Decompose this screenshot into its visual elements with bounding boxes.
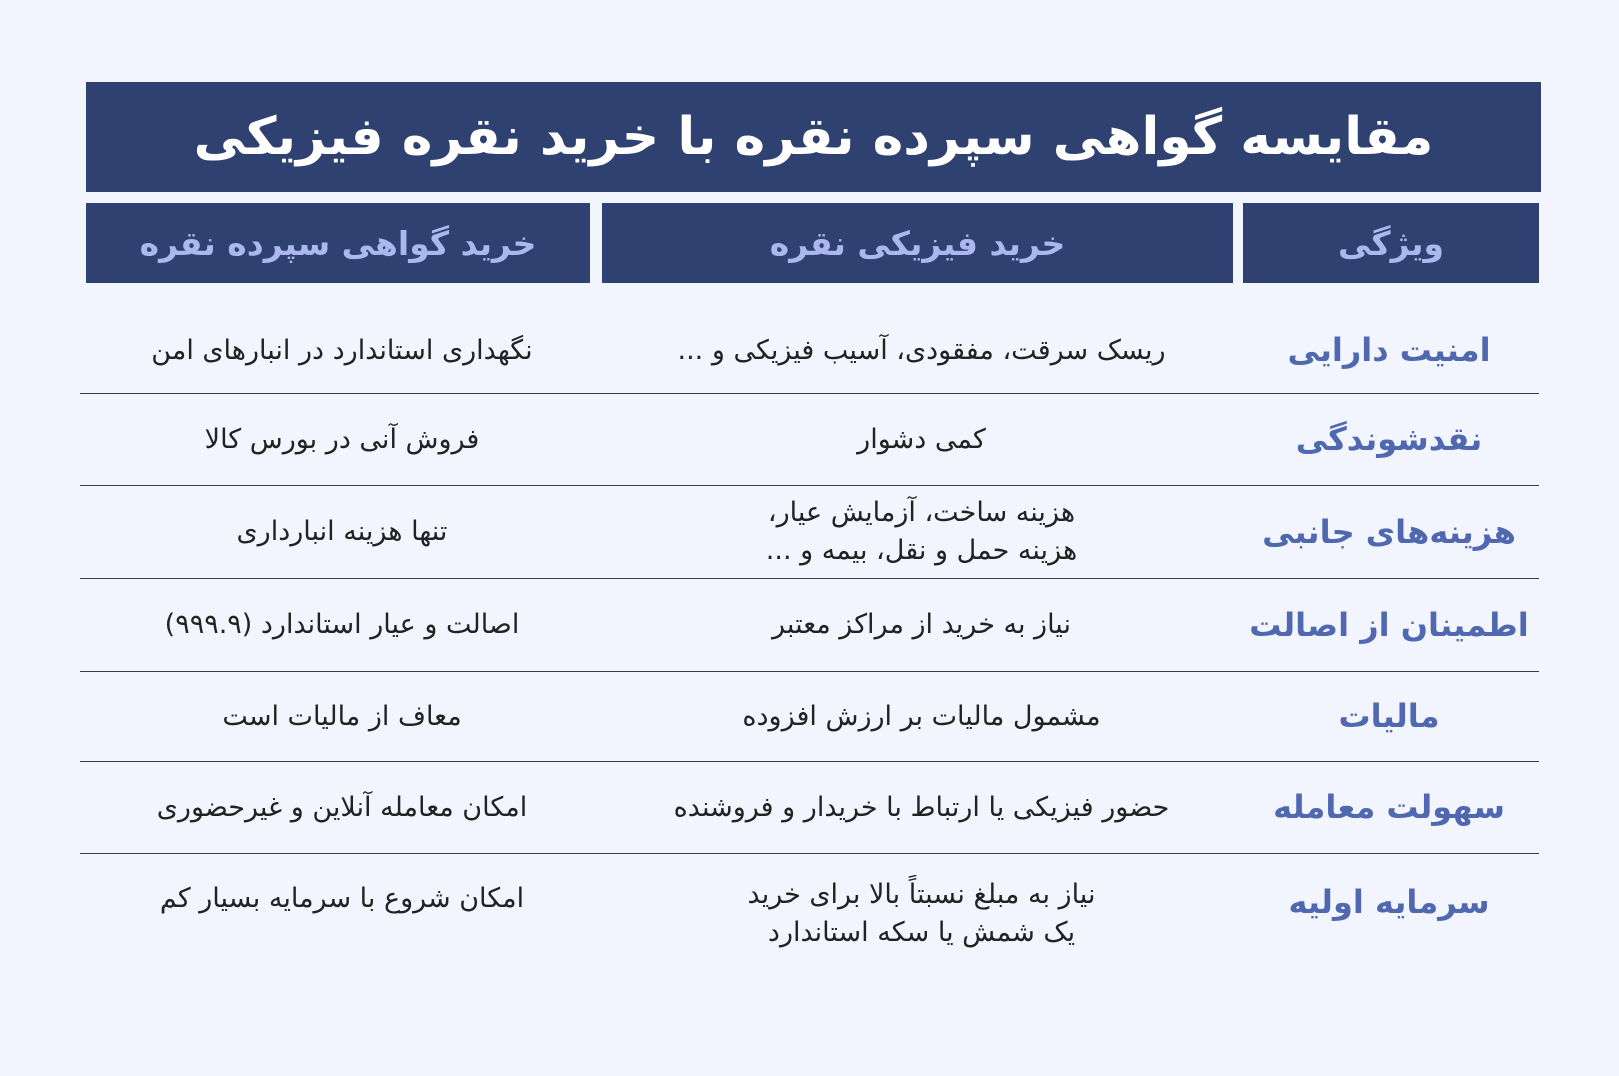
row-certificate-value: امکان شروع با سرمایه بسیار کم xyxy=(159,883,525,914)
row-certificate-value: تنها هزینه انبارداری xyxy=(236,516,448,548)
row-physical-value: نیاز به مبلغ نسبتاً بالا برای خرید یک شمش یا سکه استاندارد xyxy=(747,879,1096,948)
row-feature: سهولت معامله xyxy=(1273,788,1505,827)
table-row xyxy=(80,762,1539,854)
column-header-physical-silver: خرید فیزیکی نقره xyxy=(602,203,1233,283)
title-banner xyxy=(86,82,1541,192)
row-physical-value: کمی دشوار xyxy=(857,423,986,455)
table-row xyxy=(80,672,1539,762)
row-physical-value: حضور فیزیکی یا ارتباط با خریدار و فروشنده xyxy=(673,791,1170,823)
page-title: مقایسه گواهی سپرده نقره با خرید نقره فیزیکی xyxy=(193,107,1434,167)
row-feature: نقدشوندگی xyxy=(1295,420,1483,459)
table-row xyxy=(80,854,1539,974)
row-feature: هزینه‌های جانبی xyxy=(1262,512,1516,551)
table-row xyxy=(80,579,1539,672)
row-feature: اطمینان از اصالت xyxy=(1249,605,1529,644)
row-feature: امنیت دارایی xyxy=(1287,331,1491,370)
row-certificate-value: نگهداری استاندارد در انبارهای امن xyxy=(151,334,533,366)
row-physical-value: مشمول مالیات بر ارزش افزوده xyxy=(742,700,1101,732)
row-certificate-value: معاف از مالیات است xyxy=(222,700,462,732)
table-row xyxy=(80,486,1539,579)
row-certificate-value: اصالت و عیار استاندارد (۹۹۹.۹) xyxy=(164,609,520,641)
row-certificate-value: فروش آنی در بورس کالا xyxy=(204,423,480,455)
comparison-table xyxy=(80,308,1539,974)
row-feature: سرمایه اولیه xyxy=(1288,883,1490,921)
column-header-feature: ویژگی xyxy=(1243,203,1539,283)
row-physical-value: ریسک سرقت، مفقودی، آسیب فیزیکی و ... xyxy=(677,334,1166,366)
row-feature: مالیات xyxy=(1338,697,1440,736)
row-physical-value: نیاز به خرید از مراکز معتبر xyxy=(772,609,1071,641)
column-header-silver-certificate: خرید گواهی سپرده نقره xyxy=(86,203,590,283)
table-row xyxy=(80,308,1539,394)
row-physical-value: هزینه ساخت، آزمایش عیار، هزینه حمل و نقل، بیمه و ... xyxy=(765,497,1078,566)
row-certificate-value: امکان معامله آنلاین و غیرحضوری xyxy=(156,791,528,823)
table-row xyxy=(80,394,1539,486)
